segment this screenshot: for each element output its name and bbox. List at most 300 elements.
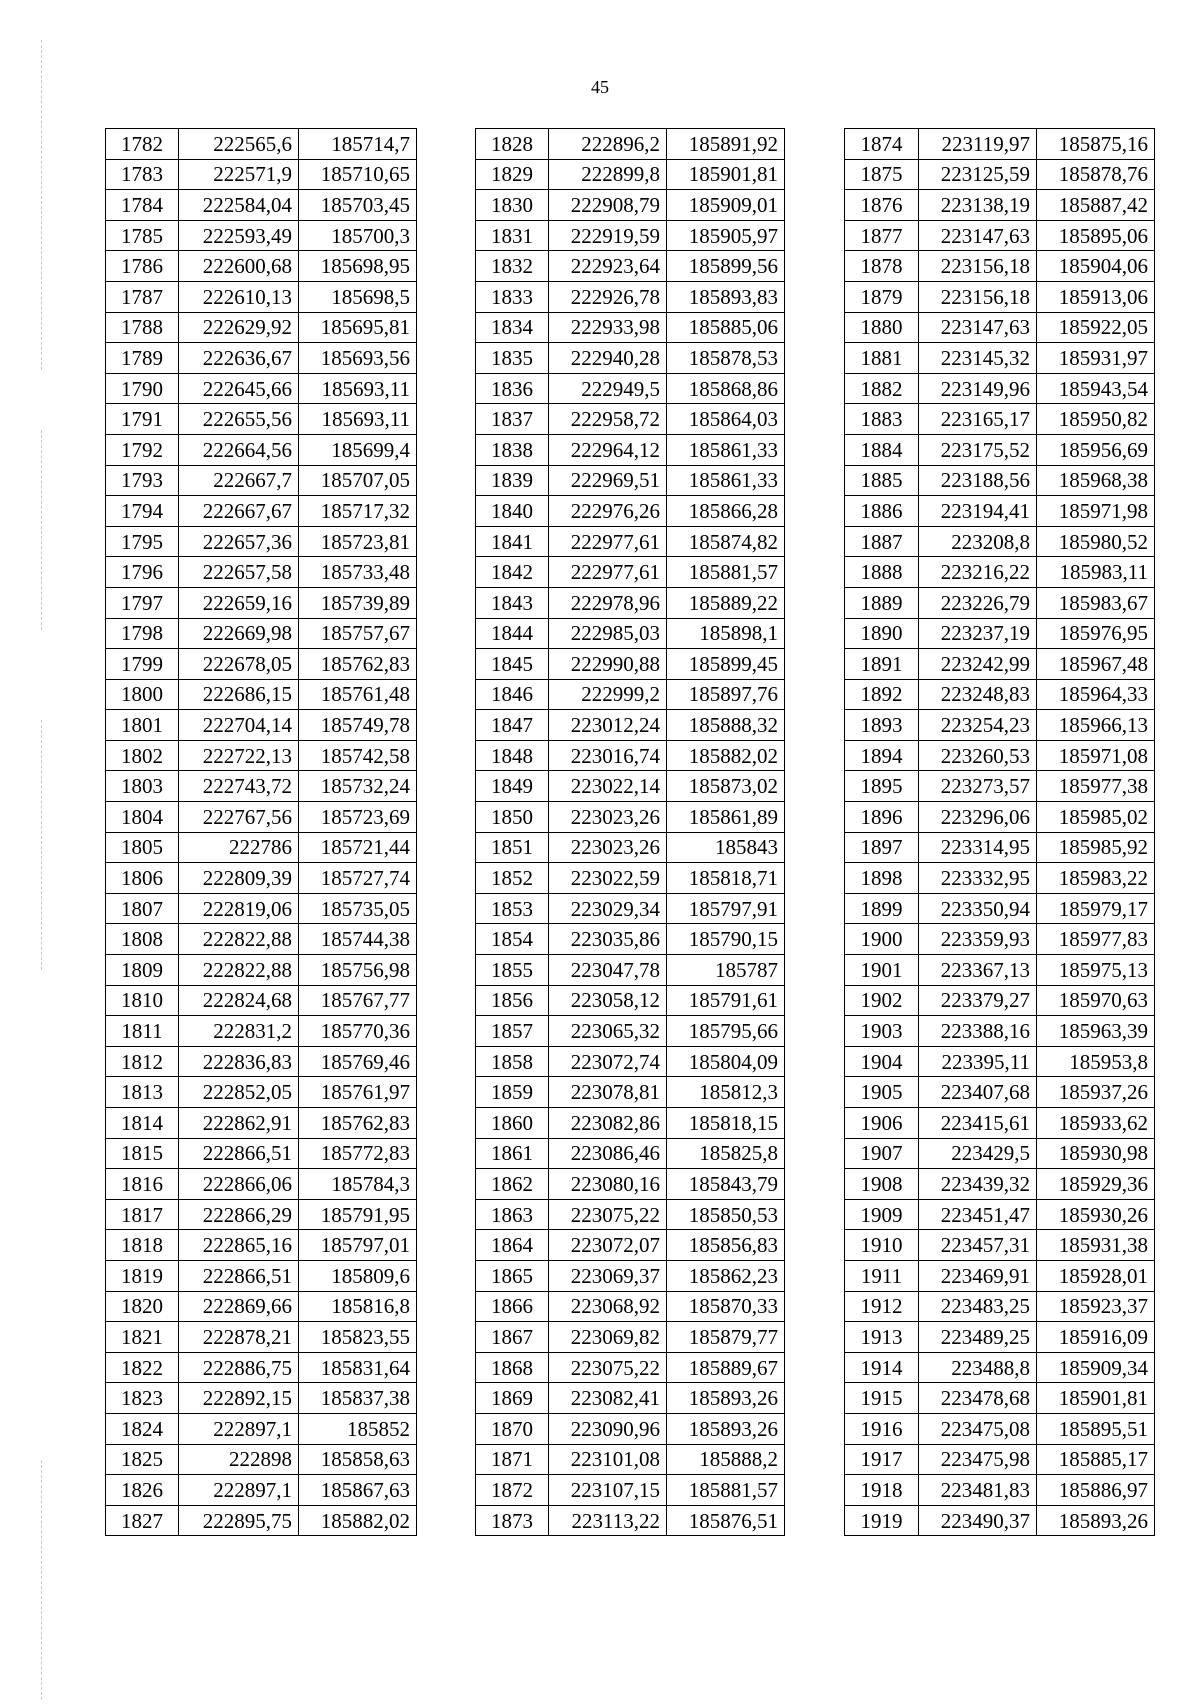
y-coordinate-cell: 185975,13 bbox=[1037, 955, 1155, 986]
y-coordinate-cell: 185979,17 bbox=[1037, 893, 1155, 924]
point-number-cell: 1831 bbox=[476, 220, 549, 251]
x-coordinate-cell: 223188,56 bbox=[919, 465, 1037, 496]
table-row bbox=[845, 1352, 1155, 1383]
table-row bbox=[845, 710, 1155, 741]
point-number-cell: 1843 bbox=[476, 587, 549, 618]
x-coordinate-cell: 223407,68 bbox=[919, 1077, 1037, 1108]
y-coordinate-cell: 185898,1 bbox=[667, 618, 785, 649]
x-coordinate-cell: 223248,83 bbox=[919, 679, 1037, 710]
table-row bbox=[106, 1138, 417, 1169]
x-coordinate-cell: 223208,8 bbox=[919, 526, 1037, 557]
point-number-cell: 1833 bbox=[476, 281, 549, 312]
y-coordinate-cell: 185739,89 bbox=[299, 587, 417, 618]
x-coordinate-cell: 223069,37 bbox=[549, 1260, 667, 1291]
point-number-cell: 1838 bbox=[476, 434, 549, 465]
x-coordinate-cell: 222669,98 bbox=[179, 618, 299, 649]
point-number-cell: 1919 bbox=[845, 1505, 919, 1536]
y-coordinate-cell: 185861,33 bbox=[667, 434, 785, 465]
point-number-cell: 1806 bbox=[106, 863, 179, 894]
y-coordinate-cell: 185744,38 bbox=[299, 924, 417, 955]
x-coordinate-cell: 223273,57 bbox=[919, 771, 1037, 802]
table-row bbox=[106, 832, 417, 863]
y-coordinate-cell: 185723,69 bbox=[299, 802, 417, 833]
y-coordinate-cell: 185937,26 bbox=[1037, 1077, 1155, 1108]
point-number-cell: 1894 bbox=[845, 740, 919, 771]
x-coordinate-cell: 223367,13 bbox=[919, 955, 1037, 986]
x-coordinate-cell: 223194,41 bbox=[919, 496, 1037, 527]
x-coordinate-cell: 223429,5 bbox=[919, 1138, 1037, 1169]
point-number-cell: 1824 bbox=[106, 1413, 179, 1444]
x-coordinate-cell: 223149,96 bbox=[919, 373, 1037, 404]
table-row bbox=[845, 1230, 1155, 1261]
x-coordinate-cell: 223359,93 bbox=[919, 924, 1037, 955]
point-number-cell: 1826 bbox=[106, 1475, 179, 1506]
y-coordinate-cell: 185971,08 bbox=[1037, 740, 1155, 771]
x-coordinate-cell: 222990,88 bbox=[549, 649, 667, 680]
y-coordinate-cell: 185700,3 bbox=[299, 220, 417, 251]
point-number-cell: 1892 bbox=[845, 679, 919, 710]
y-coordinate-cell: 185874,82 bbox=[667, 526, 785, 557]
point-number-cell: 1875 bbox=[845, 159, 919, 190]
y-coordinate-cell: 185879,77 bbox=[667, 1322, 785, 1353]
x-coordinate-cell: 223457,31 bbox=[919, 1230, 1037, 1261]
point-number-cell: 1877 bbox=[845, 220, 919, 251]
x-coordinate-cell: 223478,68 bbox=[919, 1383, 1037, 1414]
point-number-cell: 1870 bbox=[476, 1413, 549, 1444]
point-number-cell: 1917 bbox=[845, 1444, 919, 1475]
x-coordinate-cell: 222636,67 bbox=[179, 343, 299, 374]
table-row bbox=[106, 343, 417, 374]
table-row bbox=[476, 955, 785, 986]
table-row bbox=[476, 496, 785, 527]
point-number-cell: 1847 bbox=[476, 710, 549, 741]
x-coordinate-cell: 222976,26 bbox=[549, 496, 667, 527]
x-coordinate-cell: 222869,66 bbox=[179, 1291, 299, 1322]
table-row bbox=[106, 404, 417, 435]
y-coordinate-cell: 185695,81 bbox=[299, 312, 417, 343]
point-number-cell: 1891 bbox=[845, 649, 919, 680]
x-coordinate-cell: 223156,18 bbox=[919, 251, 1037, 282]
point-number-cell: 1835 bbox=[476, 343, 549, 374]
y-coordinate-cell: 185707,05 bbox=[299, 465, 417, 496]
x-coordinate-cell: 223415,61 bbox=[919, 1108, 1037, 1139]
point-number-cell: 1898 bbox=[845, 863, 919, 894]
y-coordinate-cell: 185983,11 bbox=[1037, 557, 1155, 588]
y-coordinate-cell: 185858,63 bbox=[299, 1444, 417, 1475]
x-coordinate-cell: 223350,94 bbox=[919, 893, 1037, 924]
point-number-cell: 1819 bbox=[106, 1260, 179, 1291]
y-coordinate-cell: 185818,71 bbox=[667, 863, 785, 894]
table-row bbox=[845, 955, 1155, 986]
x-coordinate-cell: 223237,19 bbox=[919, 618, 1037, 649]
x-coordinate-cell: 223481,83 bbox=[919, 1475, 1037, 1506]
x-coordinate-cell: 223012,24 bbox=[549, 710, 667, 741]
point-number-cell: 1792 bbox=[106, 434, 179, 465]
y-coordinate-cell: 185893,83 bbox=[667, 281, 785, 312]
x-coordinate-cell: 222704,14 bbox=[179, 710, 299, 741]
y-coordinate-cell: 185899,56 bbox=[667, 251, 785, 282]
x-coordinate-cell: 222897,1 bbox=[179, 1475, 299, 1506]
table-row bbox=[106, 373, 417, 404]
y-coordinate-cell: 185893,26 bbox=[667, 1383, 785, 1414]
table-row bbox=[476, 649, 785, 680]
y-coordinate-cell: 185899,45 bbox=[667, 649, 785, 680]
y-coordinate-cell: 185761,48 bbox=[299, 679, 417, 710]
point-number-cell: 1791 bbox=[106, 404, 179, 435]
point-number-cell: 1859 bbox=[476, 1077, 549, 1108]
x-coordinate-cell: 223022,59 bbox=[549, 863, 667, 894]
table-row bbox=[845, 465, 1155, 496]
x-coordinate-cell: 222985,03 bbox=[549, 618, 667, 649]
point-number-cell: 1912 bbox=[845, 1291, 919, 1322]
table-row bbox=[476, 465, 785, 496]
table-row bbox=[476, 771, 785, 802]
point-number-cell: 1856 bbox=[476, 985, 549, 1016]
x-coordinate-cell: 222809,39 bbox=[179, 863, 299, 894]
x-coordinate-cell: 222895,75 bbox=[179, 1505, 299, 1536]
y-coordinate-cell: 185895,06 bbox=[1037, 220, 1155, 251]
x-coordinate-cell: 223156,18 bbox=[919, 281, 1037, 312]
y-coordinate-cell: 185931,97 bbox=[1037, 343, 1155, 374]
table-row bbox=[106, 985, 417, 1016]
table-row bbox=[106, 771, 417, 802]
y-coordinate-cell: 185693,56 bbox=[299, 343, 417, 374]
coordinates-table-middle bbox=[475, 128, 785, 1536]
point-number-cell: 1884 bbox=[845, 434, 919, 465]
x-coordinate-cell: 222722,13 bbox=[179, 740, 299, 771]
x-coordinate-cell: 223101,08 bbox=[549, 1444, 667, 1475]
point-number-cell: 1837 bbox=[476, 404, 549, 435]
table-row bbox=[476, 220, 785, 251]
x-coordinate-cell: 223175,52 bbox=[919, 434, 1037, 465]
x-coordinate-cell: 222892,15 bbox=[179, 1383, 299, 1414]
point-number-cell: 1883 bbox=[845, 404, 919, 435]
point-number-cell: 1904 bbox=[845, 1046, 919, 1077]
point-number-cell: 1876 bbox=[845, 190, 919, 221]
x-coordinate-cell: 223475,08 bbox=[919, 1413, 1037, 1444]
point-number-cell: 1817 bbox=[106, 1199, 179, 1230]
point-number-cell: 1871 bbox=[476, 1444, 549, 1475]
table-row bbox=[845, 1322, 1155, 1353]
x-coordinate-cell: 222819,06 bbox=[179, 893, 299, 924]
x-coordinate-cell: 222852,05 bbox=[179, 1077, 299, 1108]
y-coordinate-cell: 185980,52 bbox=[1037, 526, 1155, 557]
x-coordinate-cell: 222678,05 bbox=[179, 649, 299, 680]
margin-mark bbox=[41, 1460, 42, 1700]
x-coordinate-cell: 222831,2 bbox=[179, 1016, 299, 1047]
table-row bbox=[106, 710, 417, 741]
table-row bbox=[845, 802, 1155, 833]
table-row bbox=[845, 1169, 1155, 1200]
x-coordinate-cell: 222949,5 bbox=[549, 373, 667, 404]
page-number: 45 bbox=[591, 77, 609, 97]
y-coordinate-cell: 185861,89 bbox=[667, 802, 785, 833]
x-coordinate-cell: 223023,26 bbox=[549, 802, 667, 833]
y-coordinate-cell: 185861,33 bbox=[667, 465, 785, 496]
point-number-cell: 1787 bbox=[106, 281, 179, 312]
y-coordinate-cell: 185878,76 bbox=[1037, 159, 1155, 190]
y-coordinate-cell: 185733,48 bbox=[299, 557, 417, 588]
point-number-cell: 1788 bbox=[106, 312, 179, 343]
point-number-cell: 1825 bbox=[106, 1444, 179, 1475]
point-number-cell: 1861 bbox=[476, 1138, 549, 1169]
y-coordinate-cell: 185756,98 bbox=[299, 955, 417, 986]
x-coordinate-cell: 223080,16 bbox=[549, 1169, 667, 1200]
coordinates-table-left bbox=[105, 128, 417, 1536]
table-row bbox=[476, 802, 785, 833]
table-row bbox=[845, 1138, 1155, 1169]
point-number-cell: 1901 bbox=[845, 955, 919, 986]
x-coordinate-cell: 222978,96 bbox=[549, 587, 667, 618]
y-coordinate-cell: 185889,22 bbox=[667, 587, 785, 618]
table-row bbox=[106, 618, 417, 649]
x-coordinate-cell: 223395,11 bbox=[919, 1046, 1037, 1077]
table-row bbox=[106, 649, 417, 680]
point-number-cell: 1914 bbox=[845, 1352, 919, 1383]
table-row bbox=[845, 924, 1155, 955]
y-coordinate-cell: 185971,98 bbox=[1037, 496, 1155, 527]
point-number-cell: 1862 bbox=[476, 1169, 549, 1200]
y-coordinate-cell: 185791,61 bbox=[667, 985, 785, 1016]
table-row bbox=[845, 434, 1155, 465]
y-coordinate-cell: 185889,67 bbox=[667, 1352, 785, 1383]
y-coordinate-cell: 185875,16 bbox=[1037, 129, 1155, 160]
point-number-cell: 1812 bbox=[106, 1046, 179, 1077]
point-number-cell: 1881 bbox=[845, 343, 919, 374]
x-coordinate-cell: 223047,78 bbox=[549, 955, 667, 986]
point-number-cell: 1808 bbox=[106, 924, 179, 955]
y-coordinate-cell: 185823,55 bbox=[299, 1322, 417, 1353]
table-row bbox=[106, 1291, 417, 1322]
table-row bbox=[106, 220, 417, 251]
y-coordinate-cell: 185693,11 bbox=[299, 404, 417, 435]
table-row bbox=[845, 343, 1155, 374]
y-coordinate-cell: 185983,67 bbox=[1037, 587, 1155, 618]
x-coordinate-cell: 223242,99 bbox=[919, 649, 1037, 680]
point-number-cell: 1782 bbox=[106, 129, 179, 160]
y-coordinate-cell: 185804,09 bbox=[667, 1046, 785, 1077]
y-coordinate-cell: 185818,15 bbox=[667, 1108, 785, 1139]
x-coordinate-cell: 222862,91 bbox=[179, 1108, 299, 1139]
table-row bbox=[845, 679, 1155, 710]
x-coordinate-cell: 222836,83 bbox=[179, 1046, 299, 1077]
x-coordinate-cell: 223451,47 bbox=[919, 1199, 1037, 1230]
point-number-cell: 1895 bbox=[845, 771, 919, 802]
table-row bbox=[845, 893, 1155, 924]
y-coordinate-cell: 185761,97 bbox=[299, 1077, 417, 1108]
x-coordinate-cell: 222645,66 bbox=[179, 373, 299, 404]
y-coordinate-cell: 185843 bbox=[667, 832, 785, 863]
y-coordinate-cell: 185735,05 bbox=[299, 893, 417, 924]
table-row bbox=[106, 159, 417, 190]
point-number-cell: 1790 bbox=[106, 373, 179, 404]
x-coordinate-cell: 223029,34 bbox=[549, 893, 667, 924]
point-number-cell: 1829 bbox=[476, 159, 549, 190]
table-row bbox=[845, 863, 1155, 894]
x-coordinate-cell: 223107,15 bbox=[549, 1475, 667, 1506]
point-number-cell: 1784 bbox=[106, 190, 179, 221]
point-number-cell: 1882 bbox=[845, 373, 919, 404]
table-row bbox=[476, 343, 785, 374]
y-coordinate-cell: 185909,01 bbox=[667, 190, 785, 221]
y-coordinate-cell: 185873,02 bbox=[667, 771, 785, 802]
point-number-cell: 1888 bbox=[845, 557, 919, 588]
y-coordinate-cell: 185816,8 bbox=[299, 1291, 417, 1322]
y-coordinate-cell: 185909,34 bbox=[1037, 1352, 1155, 1383]
table-row bbox=[106, 679, 417, 710]
y-coordinate-cell: 185977,38 bbox=[1037, 771, 1155, 802]
x-coordinate-cell: 222786 bbox=[179, 832, 299, 863]
point-number-cell: 1839 bbox=[476, 465, 549, 496]
point-number-cell: 1840 bbox=[476, 496, 549, 527]
point-number-cell: 1885 bbox=[845, 465, 919, 496]
table-row bbox=[476, 1291, 785, 1322]
point-number-cell: 1786 bbox=[106, 251, 179, 282]
table-row bbox=[845, 832, 1155, 863]
table-row bbox=[106, 1475, 417, 1506]
table-row bbox=[845, 1016, 1155, 1047]
y-coordinate-cell: 185693,11 bbox=[299, 373, 417, 404]
y-coordinate-cell: 185967,48 bbox=[1037, 649, 1155, 680]
x-coordinate-cell: 222824,68 bbox=[179, 985, 299, 1016]
point-number-cell: 1851 bbox=[476, 832, 549, 863]
y-coordinate-cell: 185866,28 bbox=[667, 496, 785, 527]
table-row bbox=[106, 434, 417, 465]
table-row bbox=[476, 1169, 785, 1200]
y-coordinate-cell: 185964,33 bbox=[1037, 679, 1155, 710]
y-coordinate-cell: 185891,92 bbox=[667, 129, 785, 160]
table-row bbox=[476, 1199, 785, 1230]
table-row bbox=[845, 1413, 1155, 1444]
y-coordinate-cell: 185757,67 bbox=[299, 618, 417, 649]
point-number-cell: 1858 bbox=[476, 1046, 549, 1077]
x-coordinate-cell: 222584,04 bbox=[179, 190, 299, 221]
point-number-cell: 1813 bbox=[106, 1077, 179, 1108]
y-coordinate-cell: 185850,53 bbox=[667, 1199, 785, 1230]
table-row bbox=[476, 1322, 785, 1353]
y-coordinate-cell: 185767,77 bbox=[299, 985, 417, 1016]
x-coordinate-cell: 223147,63 bbox=[919, 312, 1037, 343]
y-coordinate-cell: 185963,39 bbox=[1037, 1016, 1155, 1047]
table-row bbox=[106, 1413, 417, 1444]
y-coordinate-cell: 185710,65 bbox=[299, 159, 417, 190]
x-coordinate-cell: 222969,51 bbox=[549, 465, 667, 496]
y-coordinate-cell: 185905,97 bbox=[667, 220, 785, 251]
point-number-cell: 1846 bbox=[476, 679, 549, 710]
y-coordinate-cell: 185856,83 bbox=[667, 1230, 785, 1261]
y-coordinate-cell: 185887,42 bbox=[1037, 190, 1155, 221]
table-row bbox=[476, 281, 785, 312]
point-number-cell: 1800 bbox=[106, 679, 179, 710]
point-number-cell: 1903 bbox=[845, 1016, 919, 1047]
point-number-cell: 1854 bbox=[476, 924, 549, 955]
x-coordinate-cell: 222977,61 bbox=[549, 557, 667, 588]
table-row bbox=[106, 863, 417, 894]
point-number-cell: 1918 bbox=[845, 1475, 919, 1506]
y-coordinate-cell: 185843,79 bbox=[667, 1169, 785, 1200]
y-coordinate-cell: 185888,2 bbox=[667, 1444, 785, 1475]
table-row bbox=[476, 1260, 785, 1291]
x-coordinate-cell: 222919,59 bbox=[549, 220, 667, 251]
y-coordinate-cell: 185930,98 bbox=[1037, 1138, 1155, 1169]
point-number-cell: 1874 bbox=[845, 129, 919, 160]
y-coordinate-cell: 185703,45 bbox=[299, 190, 417, 221]
y-coordinate-cell: 185795,66 bbox=[667, 1016, 785, 1047]
point-number-cell: 1865 bbox=[476, 1260, 549, 1291]
point-number-cell: 1869 bbox=[476, 1383, 549, 1414]
x-coordinate-cell: 222822,88 bbox=[179, 955, 299, 986]
y-coordinate-cell: 185956,69 bbox=[1037, 434, 1155, 465]
y-coordinate-cell: 185943,54 bbox=[1037, 373, 1155, 404]
point-number-cell: 1785 bbox=[106, 220, 179, 251]
y-coordinate-cell: 185864,03 bbox=[667, 404, 785, 435]
table-row bbox=[845, 220, 1155, 251]
y-coordinate-cell: 185985,92 bbox=[1037, 832, 1155, 863]
table-row bbox=[845, 190, 1155, 221]
point-number-cell: 1868 bbox=[476, 1352, 549, 1383]
table-row bbox=[476, 985, 785, 1016]
y-coordinate-cell: 185727,74 bbox=[299, 863, 417, 894]
x-coordinate-cell: 222659,16 bbox=[179, 587, 299, 618]
table-row bbox=[845, 985, 1155, 1016]
x-coordinate-cell: 223226,79 bbox=[919, 587, 1037, 618]
x-coordinate-cell: 222865,16 bbox=[179, 1230, 299, 1261]
x-coordinate-cell: 222977,61 bbox=[549, 526, 667, 557]
point-number-cell: 1855 bbox=[476, 955, 549, 986]
x-coordinate-cell: 223388,16 bbox=[919, 1016, 1037, 1047]
y-coordinate-cell: 185933,62 bbox=[1037, 1108, 1155, 1139]
point-number-cell: 1887 bbox=[845, 526, 919, 557]
x-coordinate-cell: 222571,9 bbox=[179, 159, 299, 190]
x-coordinate-cell: 222657,36 bbox=[179, 526, 299, 557]
point-number-cell: 1897 bbox=[845, 832, 919, 863]
x-coordinate-cell: 223475,98 bbox=[919, 1444, 1037, 1475]
x-coordinate-cell: 222767,56 bbox=[179, 802, 299, 833]
point-number-cell: 1863 bbox=[476, 1199, 549, 1230]
x-coordinate-cell: 223069,82 bbox=[549, 1322, 667, 1353]
y-coordinate-cell: 185852 bbox=[299, 1413, 417, 1444]
y-coordinate-cell: 185699,4 bbox=[299, 434, 417, 465]
table-row bbox=[476, 251, 785, 282]
y-coordinate-cell: 185953,8 bbox=[1037, 1046, 1155, 1077]
table-row bbox=[476, 679, 785, 710]
y-coordinate-cell: 185770,36 bbox=[299, 1016, 417, 1047]
x-coordinate-cell: 222822,88 bbox=[179, 924, 299, 955]
table-row bbox=[845, 649, 1155, 680]
table-row bbox=[106, 1230, 417, 1261]
point-number-cell: 1795 bbox=[106, 526, 179, 557]
point-number-cell: 1841 bbox=[476, 526, 549, 557]
table-row bbox=[476, 159, 785, 190]
point-number-cell: 1907 bbox=[845, 1138, 919, 1169]
y-coordinate-cell: 185870,33 bbox=[667, 1291, 785, 1322]
x-coordinate-cell: 223058,12 bbox=[549, 985, 667, 1016]
y-coordinate-cell: 185916,09 bbox=[1037, 1322, 1155, 1353]
margin-mark bbox=[41, 720, 42, 970]
table-row bbox=[845, 1199, 1155, 1230]
x-coordinate-cell: 223439,32 bbox=[919, 1169, 1037, 1200]
point-number-cell: 1804 bbox=[106, 802, 179, 833]
table-row bbox=[476, 1352, 785, 1383]
table-row bbox=[845, 159, 1155, 190]
point-number-cell: 1844 bbox=[476, 618, 549, 649]
y-coordinate-cell: 185897,76 bbox=[667, 679, 785, 710]
x-coordinate-cell: 223035,86 bbox=[549, 924, 667, 955]
table-row bbox=[106, 587, 417, 618]
x-coordinate-cell: 223078,81 bbox=[549, 1077, 667, 1108]
table-row bbox=[476, 1444, 785, 1475]
table-row bbox=[845, 1291, 1155, 1322]
